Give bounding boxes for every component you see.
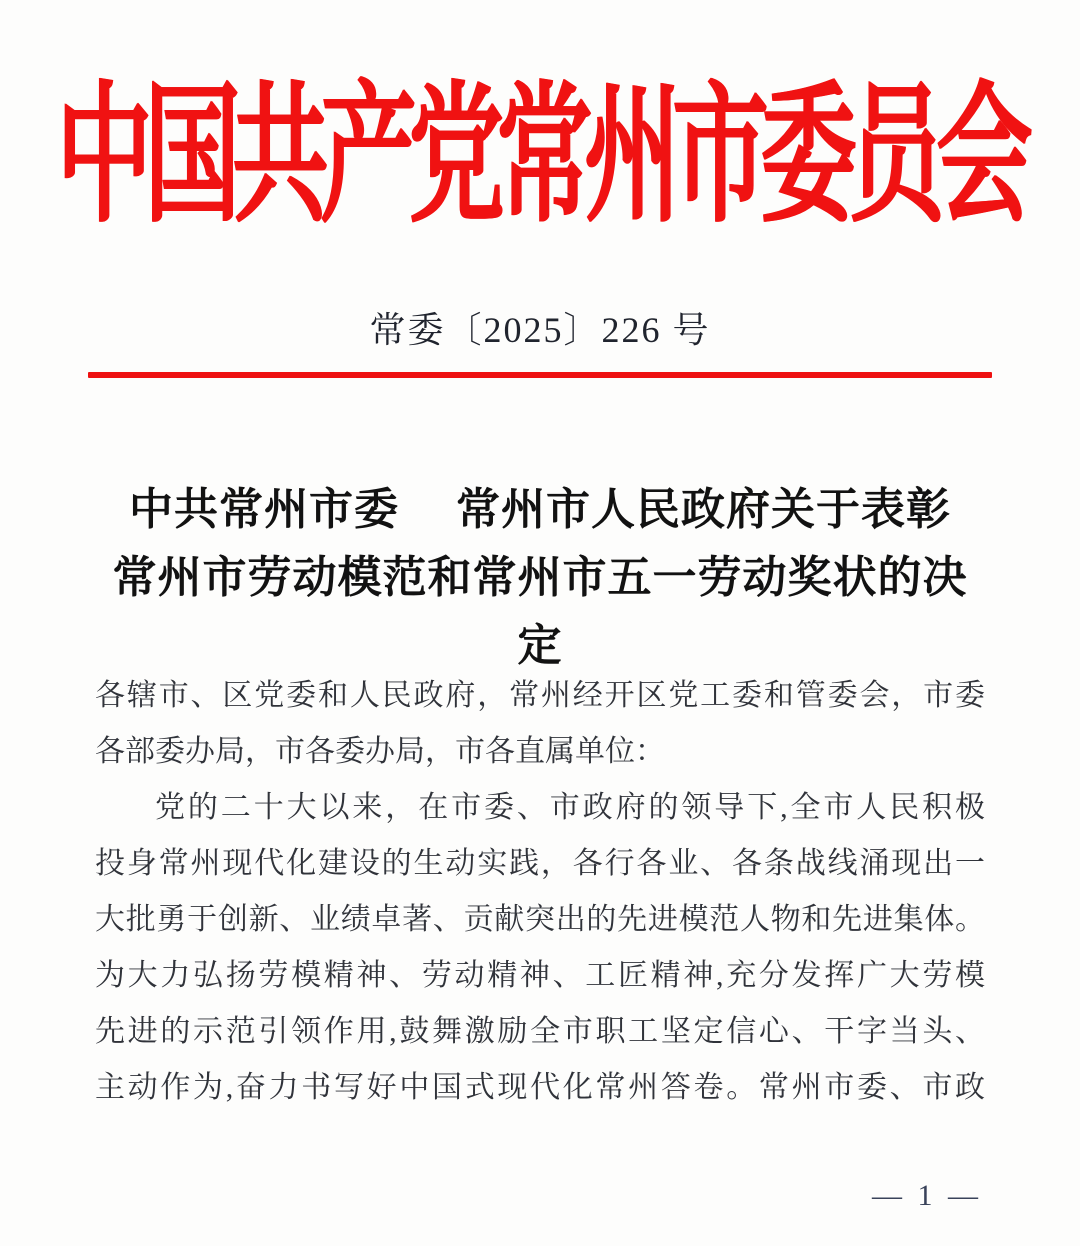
document-title [95, 476, 985, 680]
page-number: — 1 — [872, 1179, 982, 1212]
body-line: 党的二十大以来，在市委、市政府的领导下,全市人民积极 [155, 791, 985, 824]
masthead [0, 71, 1080, 241]
red-separator-rule [88, 372, 992, 378]
document-title-line-1: 中共常州市委 常州市人民政府关于表彰 [129, 485, 951, 534]
body-line: 先进的示范引领作用,鼓舞激励全市职工坚定信心、干字当头、 [95, 1015, 985, 1048]
body-line: 大批勇于创新、业绩卓著、贡献突出的先进模范人物和先进集体。 [95, 903, 985, 936]
masthead-title: 中国共产党常州市委员会 [56, 71, 1024, 241]
body-line: 各部委办局，市各委办局，市各直属单位： [95, 735, 665, 768]
doc-reference-number: 常委〔2025〕226 号 [369, 310, 711, 350]
document-title-line-2: 常州市劳动模范和常州市五一劳动奖状的决定 [112, 553, 968, 670]
body-line: 主动作为,奋力书写好中国式现代化常州答卷。常州市委、市政 [95, 1071, 985, 1104]
body-line: 各辖市、区党委和人民政府，常州经开区党工委和管委会，市委 [95, 679, 985, 712]
document-body [95, 668, 985, 1116]
body-line: 投身常州现代化建设的生动实践，各行各业、各条战线涌现出一 [95, 847, 985, 880]
body-line: 为大力弘扬劳模精神、劳动精神、工匠精神,充分发挥广大劳模 [95, 959, 985, 992]
